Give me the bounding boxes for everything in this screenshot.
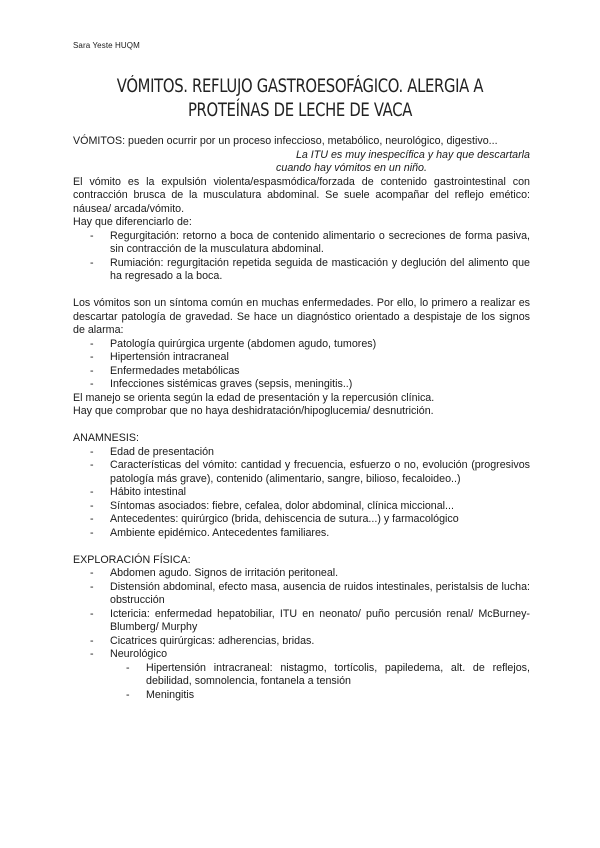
page-title-line-2: PROTEÍNAS DE LECHE DE VACA bbox=[187, 100, 413, 121]
list-item: - Características del vómito: cantidad y frecuencia, esfuerzo o no, evolución (progresivos patología más grave), contenido (alimentario, sangre, bilioso, fecaloideo..) bbox=[73, 459, 530, 486]
list-item: - Hipertensión intracraneal bbox=[73, 351, 530, 365]
list-item: - Meningitis bbox=[73, 689, 530, 703]
list-item: - Infecciones sistémicas graves (sepsis, meningitis..) bbox=[73, 378, 530, 392]
neurologico-sublist bbox=[73, 662, 530, 703]
list-item: - Rumiación: regurgitación repetida seguida de masticación y deglución del alimento que ha regresado a la boca. bbox=[73, 257, 530, 284]
vomito-definition: El vómito es la expulsión violenta/espasmódica/forzada de contenido gastrointestinal con contracción brusca de la musculatura abdominal. Se suele acompañar del reflejo emético: náusea/ arcada/vómito. bbox=[73, 175, 530, 215]
management-text: El manejo se orienta según la edad de presentación y la repercusión clínica. bbox=[73, 391, 435, 404]
list-item: - Abdomen agudo. Signos de irritación peritoneal. bbox=[73, 567, 530, 581]
list-item: - Hipertensión intracraneal: nistagmo, tortícolis, papiledema, alt. de reflejos, debilidad, somnolencia, fontanela a tensión bbox=[73, 662, 530, 689]
check-text: Hay que comprobar que no haya deshidratación/hipoglucemia/ desnutrición. bbox=[73, 405, 434, 417]
list-item: - Cicatrices quirúrgicas: adherencias, bridas. bbox=[73, 635, 530, 649]
list-item: - Patología quirúrgica urgente (abdomen agudo, tumores) bbox=[73, 338, 530, 352]
anamnesis-heading: ANAMNESIS: bbox=[73, 432, 139, 444]
list-item: - Regurgitación: retorno a boca de contenido alimentario o secreciones de forma pasiva, sin contracción de la musculatura abdominal. bbox=[73, 230, 530, 257]
list-item: - Enfermedades metabólicas bbox=[73, 365, 530, 379]
list-item: - Ambiente epidémico. Antecedentes familiares. bbox=[73, 527, 530, 541]
list-item: - Edad de presentación bbox=[73, 446, 530, 460]
differential-list bbox=[73, 230, 530, 284]
list-item: - Neurológico bbox=[73, 648, 530, 662]
itu-note-line-1: La ITU es muy inespecífica y hay que descartarla bbox=[295, 148, 530, 161]
document-author: Sara Yeste HUQM bbox=[73, 41, 140, 50]
document-body bbox=[73, 135, 530, 702]
list-item: - Síntomas asociados: fiebre, cefalea, dolor abdominal, clínica miccional... bbox=[73, 500, 530, 514]
differentiate-heading: Hay que diferenciarlo de: bbox=[73, 216, 192, 228]
list-item: - Distensión abdominal, efecto masa, ausencia de ruidos intestinales, peristalsis de lucha: obstrucción bbox=[73, 581, 530, 608]
list-item: - Antecedentes: quirúrgico (brida, dehiscencia de sutura...) y farmacológico bbox=[73, 513, 530, 527]
alarm-signs-list bbox=[73, 338, 530, 392]
vomitos-intro: VÓMITOS: pueden ocurrir por un proceso infeccioso, metabólico, neurológico, digestivo... bbox=[73, 135, 498, 147]
page-title-line-1: VÓMITOS. REFLUJO GASTROESOFÁGICO. ALERGIA A bbox=[116, 76, 484, 97]
list-item: - Hábito intestinal bbox=[73, 486, 530, 500]
list-item: - Ictericia: enfermedad hepatobiliar, ITU en neonato/ puño percusión renal/ McBurney-Blumberg/ Murphy bbox=[73, 608, 530, 635]
anamnesis-list bbox=[73, 446, 530, 541]
itu-note-line-2: cuando hay vómitos en un niño. bbox=[276, 162, 427, 174]
exploracion-list bbox=[73, 567, 530, 662]
common-symptom-paragraph: Los vómitos son un síntoma común en muchas enfermedades. Por ello, lo primero a realizar es descartar patología de gravedad. Se hace un diagnóstico orientado a despistaje de los signos de alarma: bbox=[73, 297, 530, 336]
page-title bbox=[108, 75, 492, 123]
exploracion-heading: EXPLORACIÓN FÍSICA: bbox=[73, 553, 191, 566]
